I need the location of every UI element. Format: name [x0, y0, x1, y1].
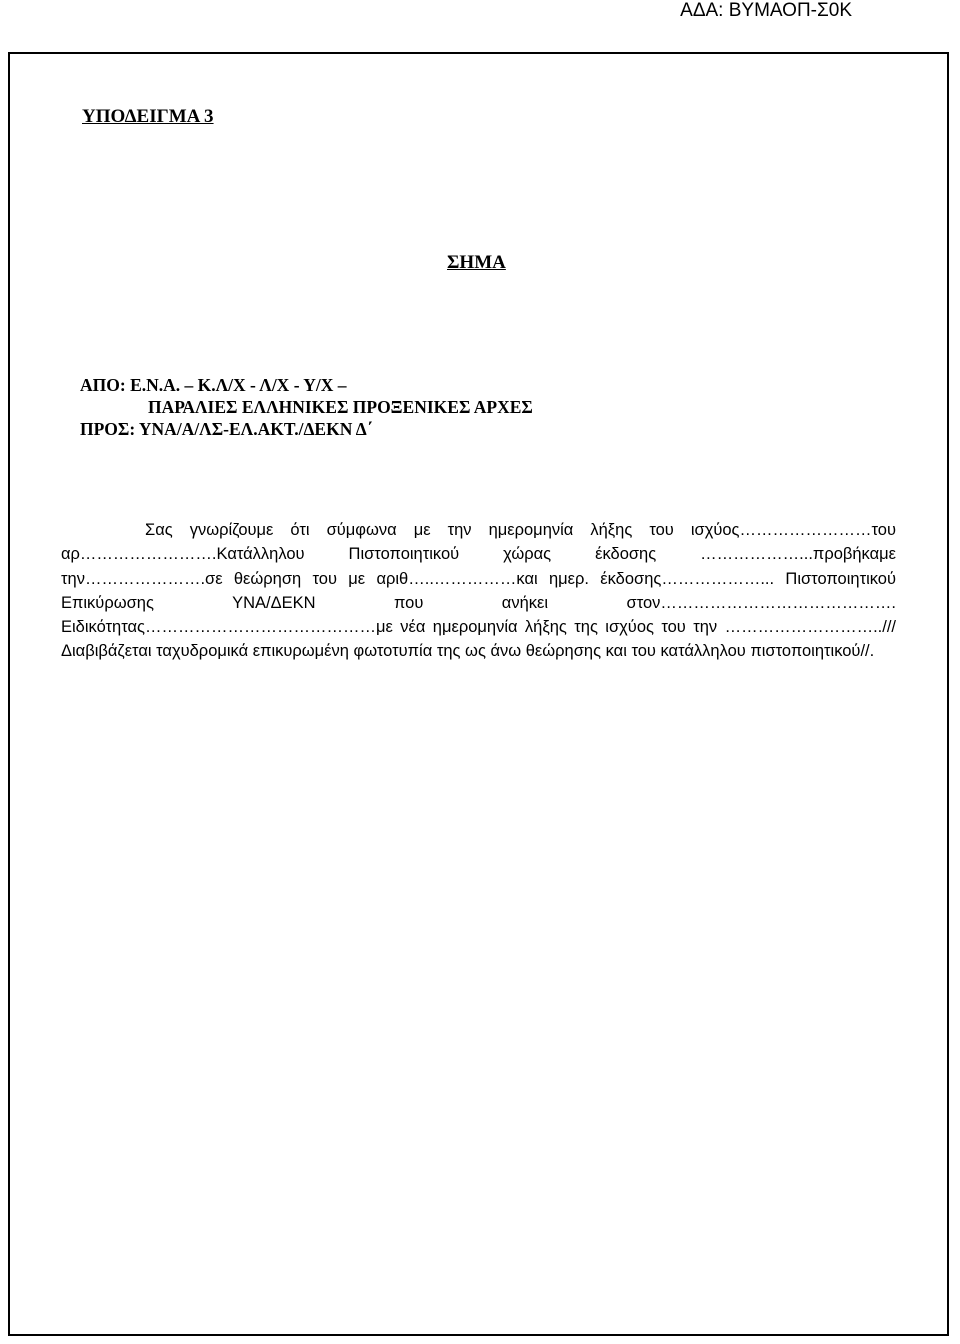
document-frame: [8, 52, 949, 1336]
from-line-continued: ΠΑΡΑΛΙΕΣ ΕΛΛΗΝΙΚΕΣ ΠΡΟΞΕΝΙΚΕΣ ΑΡΧΕΣ: [148, 397, 533, 417]
example-title: ΥΠΟΔΕΙΓΜΑ 3: [82, 106, 214, 127]
body-paragraph: Σας γνωρίζουμε ότι σύμφωνα με την ημερομηνία λήξης του ισχύος……………………του αρ…………………….Κατάλληλου Πιστοποιητικού χώρας έκδοσης ………………...προβήκαμε την………………….σε θεώρηση του με αριθ…..……………και ημερ. έκδοσης………………... Πιστοποιητικού Επικύρωσης ΥΝΑ/ΔΕΚΝ που ανήκει στον……………………………………. Ειδικότητας……………………………………με νέα ημερομηνία λήξης της ισχύος του την ………………………..///Διαβιβάζεται ταχυδρομικά επικυρωμένη φωτοτυπία της ως άνω θεώρησης και του κατάλληλου πιστοποιητικού//.: [61, 521, 896, 661]
from-line: ΑΠΟ: Ε.Ν.Α. – Κ.Λ/Χ - Λ/Χ - Υ/Χ –: [80, 375, 347, 395]
to-line: ΠΡΟΣ: ΥΝΑ/Α/ΛΣ-ΕΛ.ΑΚΤ./ΔΕΚΝ Δ΄: [80, 419, 373, 439]
document-type-heading: ΣΗΜΑ: [447, 252, 506, 273]
ada-code: ΑΔΑ: ΒΥΜΑΟΠ-Σ0Κ: [680, 0, 852, 21]
